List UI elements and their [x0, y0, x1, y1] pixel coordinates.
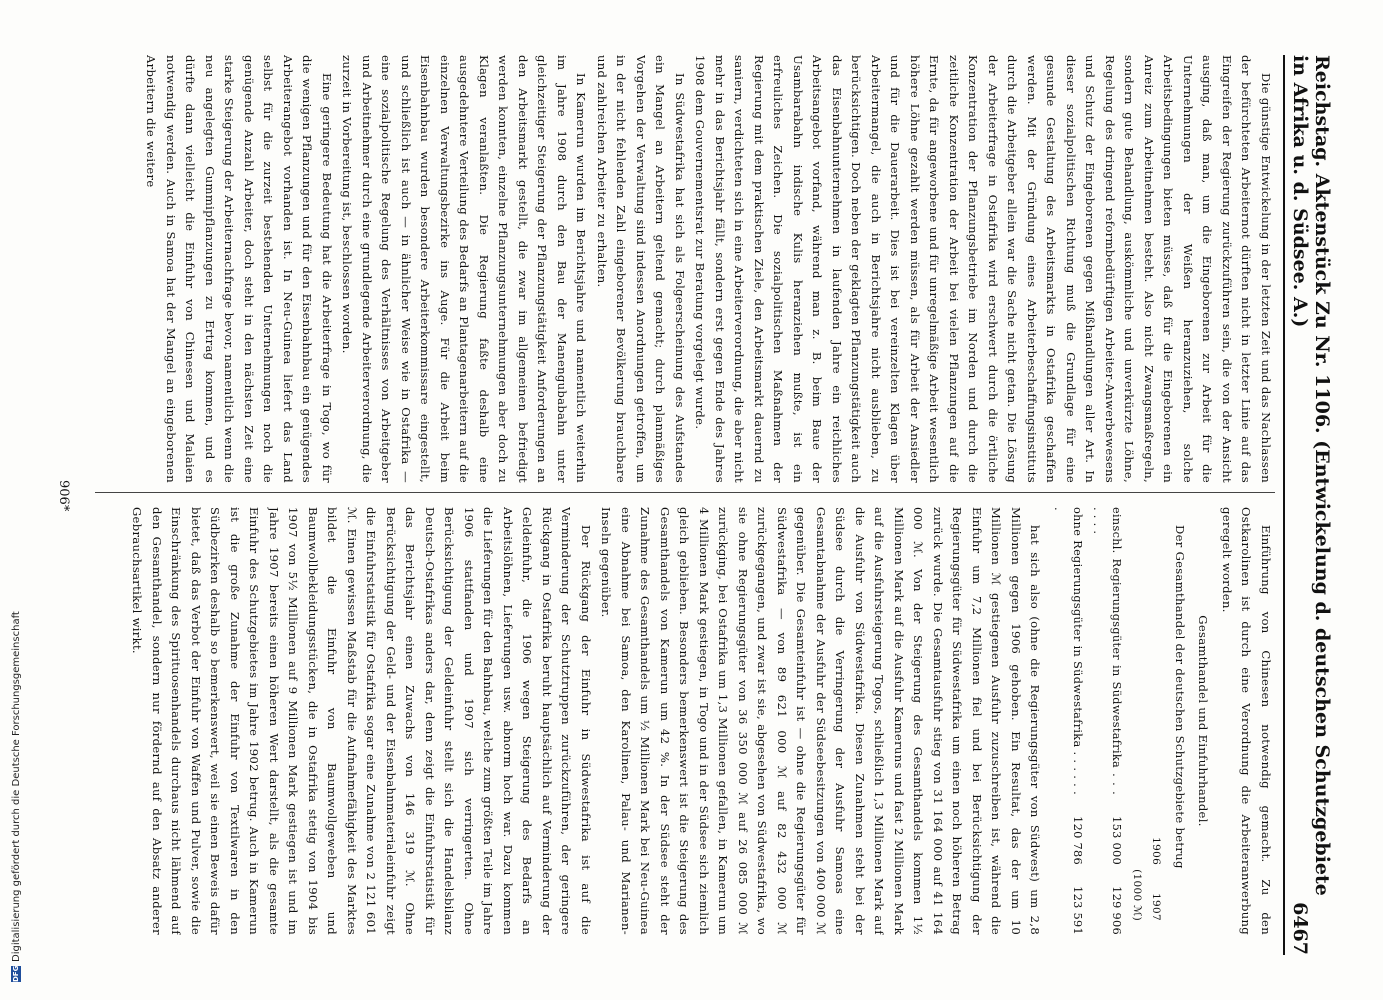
dfg-logo-icon: DFG — [12, 965, 20, 982]
paragraph: Die günstige Entwickelung in der letzten Zeit und das Nachlassen der befürchteten Arbeiternot dürften nicht in letzter Linie auf das Eingreifen der Regierung zurückzuführen sein, die von der Ansicht ausging, daß man, um die Eingeborenen zur Arbeit für die Unternehmungen der Weißen heranzuziehen, solche Arbeitsbedingungen bieten müsse, daß für die Eingeborenen ein Anreiz zum Arbeitnehmen besteht. Also nicht Zwangsmaßregeln, sondern gute Behandlung, auskömmliche und unverkürzte Löhne, Regelung des dringend reformbedürftigen Arbeiter-Anwerbewesens und Schutz der Eingeborenen gegen Mißhandlungen aller Art. In dieser sozialpolitischen Richtung muß die Grundlage für eine gesunde Gestaltung des Arbeitsmarkts in Ostafrika geschaffen werden. Mit der Gründung eines Arbeiterbeschaffungsinstituts durch die Arbeitgeber allein war die Sache nicht getan. Die Lösung der Arbeiterfrage in Ostafrika wird erschwert durch die örtliche Konzentration der Pflanzungsbetriebe im Norden und durch die zeitliche Konzentration der Arbeit bei vielen Pflanzungen auf die Ernte, da für angeworbene und für unregelmäßige Arbeit wesentlich höhere Löhne gezahlt werden müssen, als für Arbeit der Ansiedler und für die Dauerarbeit. Dies ist bei vereinzelten Klagen über Arbeitermangel, die auch in Berichtsjahre nicht ausblieben, zu berücksichtigen. Doch neben der geklagten Pflanzungstätigkeit auch das Eisenbahnunternehmen in laufenden Jahre ein reichliches Arbeitsangebot vorfand, während man z. B. beim Baue der Usambarabahn indische Kulis heranziehen mußte, ist ein erfreuliches Zeichen. Die sozialpolitischen Maßnahmen der Regierung mit dem praktischen Ziele, den Arbeitsmarkt dauernd zu saniern, verdichteten sich in eine Arbeiterverordnung, die aber nicht mehr in das Berichtsjahr fällt, sondern erst gegen Ende des Jahres 1908 dem Gouvernementsrat zur Beratung vorgelegt wurde. — [693, 55, 1273, 483]
paragraph: Eine geringere Bedeutung hat die Arbeiterfrage in Togo, wo für die wenigen Pflanzungen und für den Eisenbahnbau ein genügendes Arbeiterangebot vorhanden ist. In Neu-Guinea liefert das Land selbst für die zurzeit bestehenden Unternehmungen noch die genügende Anzahl Arbeiter, doch steht in den nächsten Zeit eine starke Steigerung der Arbeiternachfrage bevor, namentlich wenn die neu angelegten Gummipflanzungen zu Ertrag kommen, und es dürfte dann vielleicht die Einfuhr von Chinesen und Malaien notwendig werden. Auch in Samoa hat der Mangel an eingeborenen Arbeitern die weitere — [144, 55, 334, 483]
paragraph: hat sich also (ohne die Regierungsgüter von Südwest) um 2,8 Millionen gegen 1906 gehoben. Ein Resultat, das der um 10 Millionen ℳ gestiegenen Ausfuhr zuzuschreiben ist, während die Einfuhr um 7,2 Millionen fiel und bei Berücksichtigung der Regierungsgüter für Südwestafrika um einen noch höheren Betrag zurück wurde. Die Gesamtausfuhr stieg von 31 164 000 auf 41 164 000 ℳ. Von der Steigerung des Gesamthandels kommen 1½ Millionen Mark auf die Ausfuhr Kameruns und fast 2 Millionen Mark auf die Ausfuhrsteigerung Togos, schließlich 1,3 Millionen Mark auf die Ausfuhr von Südwestafrika. Diesen Zunahmen steht bei der Südsee durch die Verringerung der Ausfuhr Samoas eine Gesamtabnahme der Ausfuhr der Südseebesitzungen von 400 000 ℳ gegenüber. Die Gesamteinfuhr ist — ohne die Regierungsgüter für Südwestafrika — von 89 621 000 ℳ auf 82 432 000 ℳ zurückgegangen, und zwar ist sie, abgesehen von Südwestafrika, wo sie ohne Regierungsgüter von 36 350 000 ℳ auf 26 085 000 ℳ zurückging, bei Ostafrika um 1,3 Millionen gefallen, in Kamerun um 4 Millionen Mark gestiegen, in Togo und in der Südsee sich ziemlich gleich geblieben. Besonders bemerkenswert ist die Steigerung des Gesamthandels von Kamerun um 42 %. In der Südsee steht der Zunahme des Gesamthandels um ½ Millionen Mark bei Neu-Guinea eine Abnahme bei Samoa, den Karolinen, Palau- und Marianen-Inseln gegenüber. — [599, 507, 1043, 935]
row-label: ohne Regierungsgüter in Südwestafrika . . . . . . . — [1052, 507, 1085, 795]
value-1907: 129 906 — [1110, 886, 1124, 935]
unit-label: (1000 ℳ) — [1131, 869, 1143, 921]
paragraph: Einführung von Chinesen notwendig gemacht. Zu den Ostkarolinen ist durch eine Verordnung die Arbeiteranwerbung geregelt worden. — [1220, 507, 1273, 935]
paragraph: In Südwestafrika hat sich als Folgeerscheinung des Aufstandes ein Mangel an Arbeitern geltend gemacht; durch planmäßiges Vorgehen der Verwaltung sind indessen Anordnungen getroffen, um in der nicht fehlenden Zahl eingeborener Bevölkerung brauchbare und zahlreichen Arbeiter zu erhalten. — [595, 55, 687, 483]
year-1907: 1907 — [1150, 893, 1163, 921]
page-footer-number: 906* — [56, 480, 71, 512]
table-row — [1049, 507, 1088, 935]
right-column — [95, 507, 1275, 935]
value-1907: 123 591 — [1071, 886, 1085, 935]
trade-table — [1049, 507, 1166, 935]
digitization-credit — [8, 0, 24, 1000]
row-label: einschl. Regierungsgüter in Südwestafrika . . . . . . . — [1091, 507, 1124, 795]
table-row — [1088, 507, 1127, 935]
column-divider — [95, 492, 1275, 493]
credit-text: Digitalisierung gefördert durch die Deutsche Forschungsgemeinschaft — [10, 611, 22, 962]
header-title: Reichstag. Aktenstück Zu Nr. 1106. (Entwickelung d. deutschen Schutzgebiete in Afrika u. d. Südsee. A.) — [1289, 55, 1333, 896]
left-column — [95, 55, 1275, 483]
paragraph: In Kamerun wurden im Berichtsjahre und namentlich weiterhin im Jahre 1908 durch den Bau der Manengubabahn unter gleichzeitiger Steigerung der Pflanzungstätigkeit Anforderungen an den Arbeitsmarkt gestellt, die zwar im allgemeinen befriedigt werden konnten, einzelne Pflanzungsunternehmungen aber doch zu Klagen veranlaßten. Die Regierung faßte deshalb eine ausgedehntere Verteilung des Bedarfs an Plantagenarbeitern auf die einzelnen Verwaltungsbezirke ins Auge. Für die Arbeit beim Eisenbahnbau wurden besondere Arbeiterkommissare eingestellt, und schließlich ist auch — in ähnlicher Weise wie in Ostafrika — eine sozialpolitische Regelung des Verhältnisses von Arbeitgeber und Arbeitnehmer durch eine grundlegende Arbeiterverordnung, die zurzeit in Vorbereitung ist, beschlossen worden. — [340, 55, 589, 483]
trade-table-unit — [1127, 507, 1147, 935]
value-1906: 153 000 — [1110, 816, 1124, 865]
trade-table-header — [1146, 507, 1166, 935]
paragraph: Der Rückgang der Einfuhr in Südwestafrika ist auf die Verminderung der Schutztruppen zurückzuführen, der geringere Rückgang in Ostafrika beruht hauptsächlich auf Verminderung der Geldeinfuhr, die 1906 wegen Steigerung des Bedarfs an Arbeitslöhnen, Lieferungen usw. abnorm hoch war. Dazu kommen die Lieferungen für den Bahnbau, welche zum größten Teile im Jahre 1906 stattfanden und 1907 sich verringerten. Ohne Berücksichtigung der Geldeinfuhr stellt sich die Handelsbilanz Deutsch-Ostafrikas anders dar, denn zeigt die Einfuhrstatistik für das Berichtsjahr einen Zuwachs von 146 319 ℳ. Ohne Berücksichtigung der Geld- und der Eisenbahnmaterialeinfuhr zeigt die Einfuhrstatistik für Ostafrika sogar eine Zunahme von 2 121 601 ℳ. Einen gewissen Maßstab für die Aufnahmefähigkeit des Marktes bildet die Einfuhr von Baumwollgeweben und Baumwollbekleidungsstücken, die in Ostafrika stetig von 1904 bis 1907 von 5½ Millionen auf 9 Millionen Mark gestiegen ist und im Jahre 1907 bereits einen höheren Wert darstellt, als die gesamte Einfuhr des Schutzgebietes im Jahre 1902 betrug. Auch in Kamerun ist die große Zunahme der Einfuhr von Textilwaren in den Südbezirken deshalb so bemerkenswert, weil sie einen Beweis dafür bietet, daß das Verbot der Einfuhr von Waffen und Pulver, sowie die Einschränkung des Spirituosenhandels durchaus nicht lähmend auf den Gesamthandel, sondern nur fördernd auf den Absatz anderer Gebrauchsartikel wirkt. — [130, 507, 593, 935]
page-header — [1283, 55, 1333, 955]
year-1906: 1906 — [1150, 837, 1163, 866]
header-page-number: 6467 — [1289, 902, 1311, 955]
stats-subtitle: Der Gesamthandel der deutschen Schutzgebiete betrug — [1173, 525, 1187, 869]
value-1906: 120 786 — [1071, 816, 1085, 865]
stats-title: Gesamthandel und Einfuhrhandel. — [1196, 615, 1211, 827]
